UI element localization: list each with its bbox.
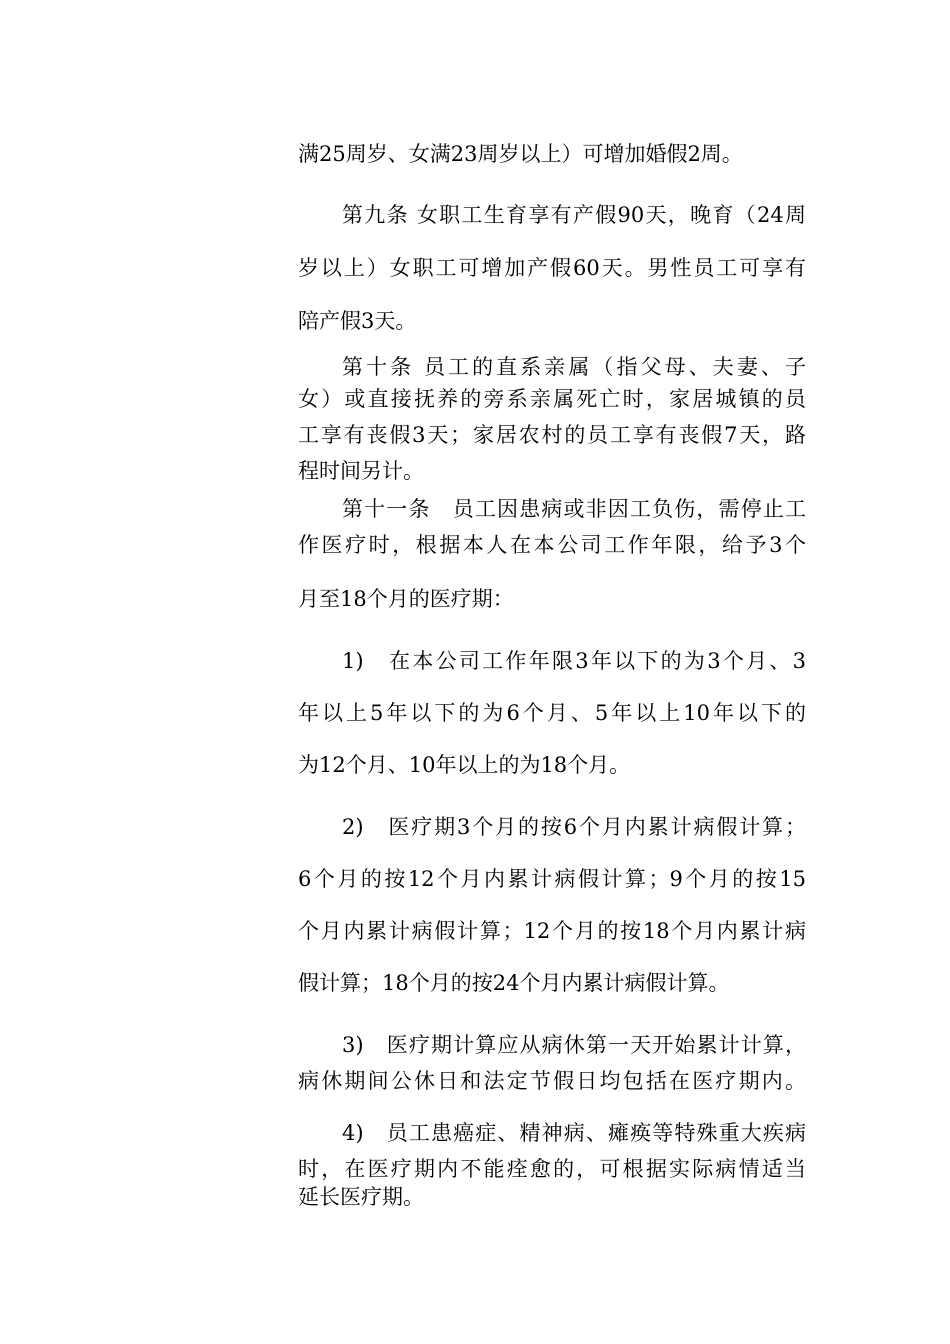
text-line: 作医疗时，根据本人在本公司工作年限，给予3个 — [298, 533, 806, 557]
text-line: 女）或直接抚养的旁系亲属死亡时，家居城镇的员 — [298, 387, 806, 411]
text-line: 3) 医疗期计算应从病休第一天开始累计计算， — [342, 1033, 806, 1057]
text-line: 陪产假3天。 — [298, 309, 417, 333]
text-line: 满25周岁、女满23周岁以上）可增加婚假2周。 — [298, 142, 743, 166]
text-line: 第十一条 员工因患病或非因工负伤，需停止工 — [342, 497, 806, 521]
text-line: 时，在医疗期内不能痊愈的，可根据实际病情适当 — [298, 1157, 806, 1181]
text-line: 年以上5年以下的为6个月、5年以上10年以下的 — [298, 701, 806, 725]
text-line: 个月内累计病假计算；12个月的按18个月内累计病 — [298, 919, 806, 943]
text-line: 延长医疗期。 — [298, 1185, 424, 1209]
text-line: 病休期间公休日和法定节假日均包括在医疗期内。 — [298, 1069, 806, 1093]
text-line: 程时间另计。 — [298, 459, 424, 483]
text-line: 第九条 女职工生育享有产假90天，晚育（24周 — [342, 203, 806, 227]
text-line: 4) 员工患癌症、精神病、瘫痪等特殊重大疾病 — [342, 1121, 806, 1145]
text-line: 岁以上）女职工可增加产假60天。男性员工可享有 — [298, 256, 806, 280]
text-line: 月至18个月的医疗期： — [298, 587, 514, 611]
text-line: 为12个月、10年以上的为18个月。 — [298, 753, 631, 777]
text-line: 2) 医疗期3个月的按6个月内累计病假计算； — [342, 815, 806, 839]
text-line: 6个月的按12个月内累计病假计算；9个月的按15 — [298, 867, 806, 891]
text-line: 假计算；18个月的按24个月内累计病假计算。 — [298, 971, 730, 995]
text-line: 工享有丧假3天；家居农村的员工享有丧假7天，路 — [298, 423, 806, 447]
text-line: 第十条 员工的直系亲属（指父母、夫妻、子 — [342, 355, 806, 379]
text-line: 1) 在本公司工作年限3年以下的为3个月、3 — [342, 649, 806, 673]
